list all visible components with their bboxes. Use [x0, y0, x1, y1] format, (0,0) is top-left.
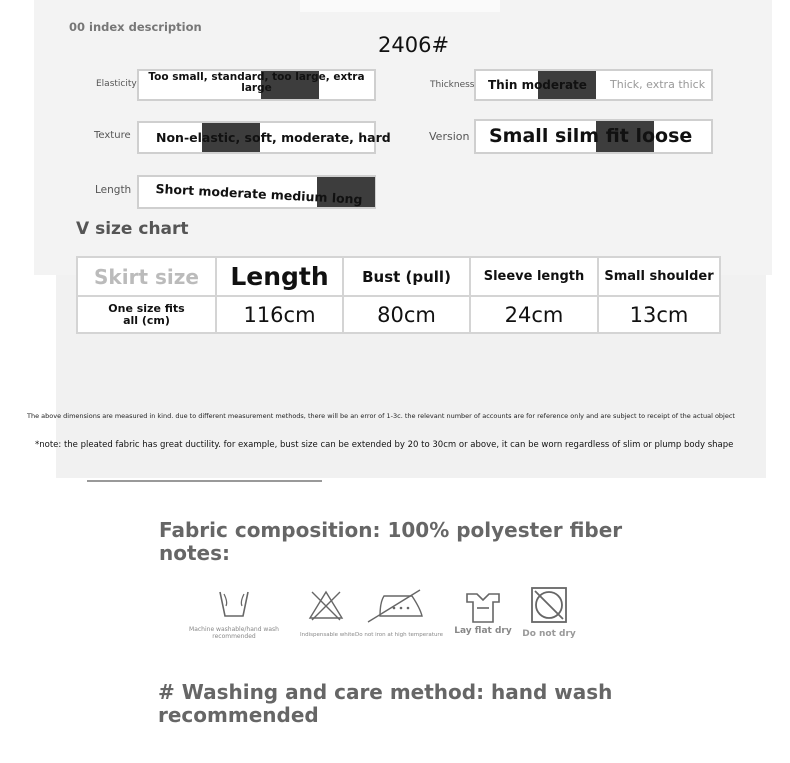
thickness-label: Thickness — [430, 80, 475, 90]
thickness-other: Thick, extra thick — [610, 78, 706, 91]
divider — [87, 480, 322, 482]
notes-label: notes: — [159, 541, 231, 565]
no-iron-icon — [364, 588, 430, 624]
cell-sleeve: 24cm — [470, 296, 598, 333]
length-box — [137, 175, 376, 209]
lay-flat-dry-icon — [463, 590, 503, 624]
pleated-note: *note: the pleated fabric has great ductility. for example, bust size can be extended by 20 to 30cm or above, it can be worn regardless of slim or plump body shape — [35, 440, 734, 450]
fabric-block — [159, 519, 622, 565]
washing-method: # Washing and care method: hand wash recommended — [158, 680, 613, 727]
header-skirt-size: Skirt size — [77, 257, 216, 296]
elasticity-label: Elasticity — [96, 79, 137, 89]
texture-box — [137, 121, 391, 154]
panel-highlight — [300, 0, 500, 12]
elasticity-box — [137, 69, 376, 101]
header-sleeve-length: Sleeve length — [470, 257, 598, 296]
table-row — [77, 296, 720, 333]
measurement-note: The above dimensions are measured in kind. due to different measurement methods, there will be an error of 1-3c. the relevant number of accounts are for reference only and are subject to receipt of the actual object — [27, 412, 735, 420]
care-item-no-bleach — [300, 588, 355, 638]
care-label: Do not dry — [522, 629, 576, 639]
version-label: Version — [429, 130, 470, 143]
cell-size: One size fits all (cm) — [77, 296, 216, 333]
product-code: 2406# — [378, 33, 450, 57]
length-label: Length — [95, 184, 132, 196]
size-table — [76, 256, 721, 334]
care-item-lay-flat-dry — [452, 590, 514, 636]
size-chart-title: V size chart — [76, 219, 189, 239]
header-length: Length — [216, 257, 343, 296]
header-bust: Bust (pull) — [343, 257, 470, 296]
index-label: 00 index description — [69, 20, 202, 34]
no-bleach-icon — [306, 588, 346, 622]
cell-bust: 80cm — [343, 296, 470, 333]
thickness-box — [474, 69, 713, 101]
care-label: Lay flat dry — [454, 626, 512, 636]
hand-wash-icon — [214, 588, 254, 622]
cell-shoulder: 13cm — [598, 296, 720, 333]
fabric-composition: Fabric composition: 100% polyester fiber — [159, 518, 623, 542]
elasticity-value: Too small, standard, too large, extra large — [148, 71, 365, 94]
texture-value: Non-elastic, soft, moderate, hard — [156, 130, 391, 145]
care-label: Indispensable white — [300, 632, 355, 638]
texture-label: Texture — [94, 130, 131, 141]
care-item-hand-wash — [188, 588, 280, 640]
do-not-dry-icon — [529, 586, 569, 624]
care-item-do-not-dry — [518, 586, 580, 639]
header-small-shoulder: Small shoulder — [598, 257, 720, 296]
care-label: Do not iron at high temperature — [355, 632, 443, 638]
care-label: Machine washable/hand wash recommended — [189, 626, 279, 640]
length-value: Short moderate medium long — [155, 181, 363, 207]
version-box — [474, 119, 713, 154]
table-header-row — [77, 257, 720, 296]
cell-length: 116cm — [216, 296, 343, 333]
care-item-no-iron — [355, 588, 443, 638]
thickness-selected: Thin moderate — [488, 78, 587, 92]
version-value: Small silm fit loose — [489, 125, 693, 147]
